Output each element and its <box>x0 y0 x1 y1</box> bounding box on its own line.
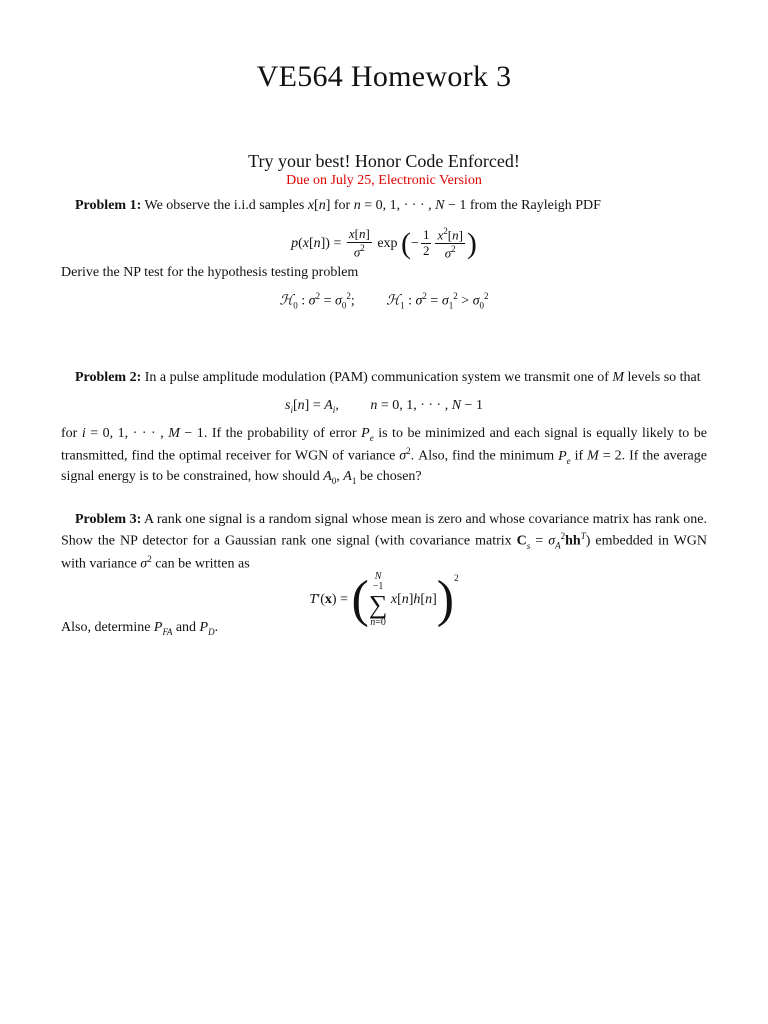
pam-signal-equation: $s_i[n] = A_i$, n = 0, 1, · · · , N − 1 <box>285 398 483 415</box>
np-detector-equation: T′(x) = ( N −1 ∑ n=0 x[n]h[n])$^2$ <box>309 570 459 628</box>
problem-2-text-c: . If the probability of error <box>203 426 357 441</box>
problem-2-statement: Problem 2: In a pulse amplitude modulation (PAM) communication system we transmit one of M levels so that <box>75 370 701 385</box>
problem-1-text-b: for <box>333 198 351 213</box>
problem-3-text-b: ) embedded in WGN with variance <box>61 533 708 572</box>
document-title: VE564 Homework 3 <box>256 60 512 93</box>
problem-3-statement: Problem 3: A rank one signal is a random signal whose mean is zero and whose covariance matrix has rank one. Show the NP detector for a Gaussian rank one signal (with covariance matrix $C_s = \sigma_A^2hh^T$) embedded in WGN with variance $\sigma^2$ can be written as <box>61 512 708 572</box>
problem-2-text-g: . If the average signal energy is to be constrained, how should <box>61 448 707 485</box>
problem-2-text-e: . Also, find the minimum <box>410 448 555 464</box>
problem-2-label: Problem 2: <box>75 370 142 385</box>
problem-3-text-a: A rank one signal is a random signal whose mean is zero and whose covariance matrix has rank one. Show the NP detector for a Gaussian rank one signal (with covariance matrix <box>61 512 707 549</box>
problem-1-derive-text: Derive the NP test for the hypothesis testing problem <box>61 265 359 280</box>
problem-1-label: Problem 1: <box>75 198 142 213</box>
due-date-note: Due on July 25, Electronic Version <box>286 173 482 188</box>
problem-2-text-b: levels so that <box>627 370 701 385</box>
rayleigh-pdf-equation: p(x[n]) = $\frac{x[n]}{\sigma^2}$ exp (− $\frac{1}{2}$ $\frac{x^2[n]}{\sigma^2}$ ) <box>291 225 477 261</box>
problem-3-also: Also, determine $P_{FA}$ and $P_D$. <box>61 620 219 637</box>
problem-1-math-range: n = 0, 1, · · · , N − 1 <box>353 198 467 213</box>
problem-3-label: Problem 3: <box>75 512 142 527</box>
problem-1-text-a: We observe the i.i.d samples <box>144 198 305 213</box>
problem-3-text-c: can be written as <box>155 556 250 572</box>
problem-3-and: and <box>175 620 197 635</box>
problem-3-also-text: Also, determine <box>61 620 151 635</box>
problem-2-text-h: be chosen? <box>359 469 422 485</box>
problem-2-for: for <box>61 426 78 441</box>
problem-1-text-c: from the Rayleigh PDF <box>469 198 601 213</box>
problem-1-statement: Problem 1: We observe the i.i.d samples x[n] for n = 0, 1, · · · , N − 1 from the Rayleigh PDF <box>75 198 601 213</box>
problem-1-math-xn: x <box>307 198 315 213</box>
problem-2-continuation: for i = 0, 1, · · · , M − 1. If the probability of error $P_e$ is to be minimized and each signal is equally likely to be transmitted, find the optimal receiver for WGN of variance $\sigma^2$. Also, find the minimum $P_e$ if M = 2. If the average signal energy is to be constrained, how should $A_0$, $A_1$ be chosen? <box>61 426 707 487</box>
hypothesis-equation: ℋ$_0$ : $\sigma^2 = \sigma_0^2$; ℋ$_1$ : $\sigma^2 = \sigma_1^2 > \sigma_0^2$ <box>279 291 489 311</box>
problem-2-text-f: if <box>574 448 584 464</box>
document-subtitle: Try your best! Honor Code Enforced! <box>248 151 520 171</box>
problem-2-text-d: is to be minimized and each signal is equally likely to be transmitted, find the optimal receiver for WGN of variance <box>61 426 707 464</box>
problem-2-text-a: In a pulse amplitude modulation (PAM) communication system we transmit one of <box>144 370 609 385</box>
